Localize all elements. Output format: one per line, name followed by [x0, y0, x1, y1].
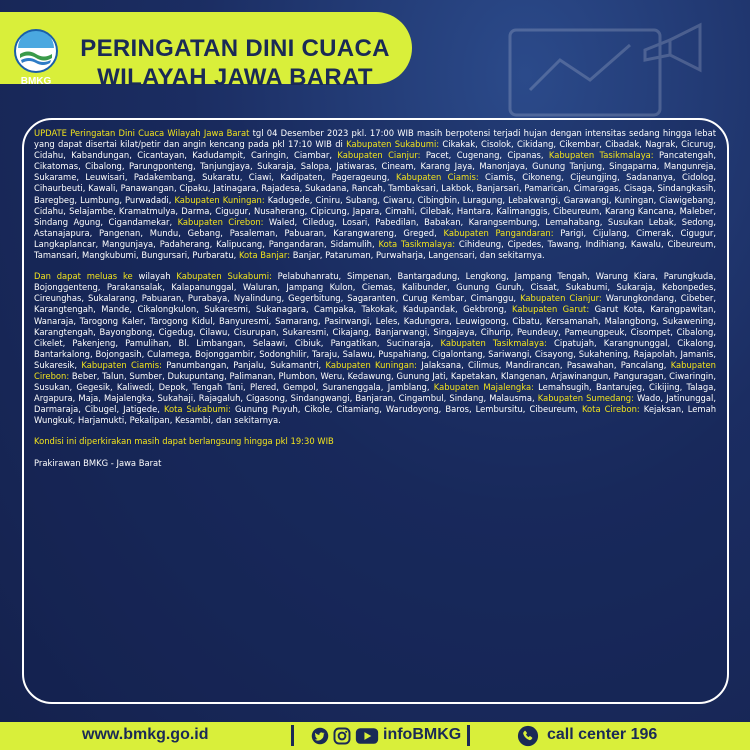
region-label: Kota Tasikmalaya: — [378, 238, 456, 249]
region-label: Kabupaten Sukabumi: — [176, 271, 272, 282]
phone-icon — [517, 725, 539, 747]
region-label: Kabupaten Cianjur: — [337, 150, 421, 161]
region-label: Kabupaten Cirebon: — [177, 216, 264, 227]
bmkg-logo — [12, 28, 60, 90]
youtube-icon[interactable] — [355, 727, 379, 745]
footer-divider — [467, 725, 470, 746]
region-label: Kota Banjar: — [238, 250, 291, 261]
warning-paragraph-1: UPDATE Peringatan Dini Cuaca Wilayah Jawa Barat tgl 04 Desember 2023 pkl. 17:00 WIB masih berpotensi terjadi hujan dengan intensitas sedang hingga lebat yang dapat disertai kilat/petir dan angin kencang pada pkl 17:10 WIB di Kabupaten Sukabumi: Cikakak, Cisolok, Cikidang, Cikembar, Cibadak, Nagrak, Cicurug, Cidahu, Kabandungan, Cicantayan, Kadudampit, Caringin, Ciambar, Kabupaten Cianjur: Pacet, Cugenang, Cipanas, Kabupaten Tasikmalaya: Pancatengah, Cikatomas, Cibalong, Parungponteng, Tanjungjaya, Sukaraja, Salopa, Jatiwaras, Cineam, Karang Jaya, Manonjaya, Gunung Tanjung, Singaparna, Mangunreja, Sukarame, Leuwisari, Padakembang, Sukaratu, Ciawi, Kadipaten, Pagerageung, Kabupaten Ciamis: Ciamis, Cikoneng, Cijeungjing, Sadananya, Cidolog, Cihaurbeuti, Kawali, Panawangan, Cipaku, Jatinagara, Rajadesa, Sukadana, Rancah, Tambaksari, Lakbok, Banjarsari, Pamarican, Cimaragas, Cisaga, Sindangkasih, Baregbeg, Lumbung, Purwadadi, Kabupaten Kuningan: Kadugede, Ciniru, Subang, Ciwaru, Cibingbin, Luragung, Lebakwangi, Garawangi, Kuningan, Ciawigebang, Cidahu, Selajambe, Kramatmulya, Darma, Cigugur, Nusaherang, Cipicung, Japara, Cimahi, Cilebak, Hantara, Kalimanggis, Cibeureum, Karang Kancana, Maleber, Sindang Agung, Cigandamekar, Kabupaten Cirebon: Waled, Ciledug, Losari, Pabedilan, Babakan, Karangsembung, Lemahabang, Susukan Lebak, Sedong, Astanajapura, Pangenan, Mundu, Gebang, Pasaleman, Pabuaran, Karangwareng, Greged, Kabupaten Pangandaran: Parigi, Cijulang, Cimerak, Cigugur, Langkaplancar, Mangunjaya, Padaherang, Kalipucang, Pangandaran, Sidamulih, Kota Tasikmalaya: Cihideung, Cipedes, Tawang, Indihiang, Kawalu, Cibeureum, Tamansari, Mangkubumi, Bungursari, Purbaratu, Kota Banjar: Banjar, Pataruman, Purwaharja, Langensari, dan sekitarnya. — [34, 128, 717, 261]
region-label: Kota Cirebon: — [581, 404, 640, 415]
region-label: Kabupaten Sukabumi: — [346, 139, 440, 150]
title-line-1: PERINGATAN DINI CUACA — [80, 35, 390, 62]
page-title — [70, 34, 400, 92]
region-label: Kabupaten Sumedang: — [537, 393, 634, 404]
logo-text: BMKG — [20, 76, 52, 87]
region-label: Kabupaten Tasikmalaya: — [440, 337, 547, 348]
footer-divider — [291, 725, 294, 746]
region-label: Kabupaten Tasikmalaya: — [548, 150, 654, 161]
warning-content — [34, 128, 716, 479]
footer-bar — [0, 722, 750, 750]
extension-label: Dan dapat meluas ke — [34, 271, 133, 282]
region-label: Kabupaten Kuningan: — [325, 359, 417, 370]
region-label: Kabupaten Majalengka: — [433, 382, 534, 393]
bmkg-logo-icon — [12, 28, 60, 74]
megaphone-decoration-icon — [470, 10, 720, 120]
instagram-icon[interactable] — [333, 727, 351, 745]
social-handle[interactable]: infoBMKG — [383, 726, 462, 743]
condition-note: Kondisi ini diperkirakan masih dapat berlangsung hingga pkl 19:30 WIB — [34, 436, 334, 447]
title-line-2: WILAYAH JAWA BARAT — [97, 64, 373, 91]
region-label: Kabupaten Cianjur: — [520, 293, 602, 304]
region-label: Kabupaten Kuningan: — [174, 194, 265, 205]
region-label: Kabupaten Ciamis: — [81, 359, 162, 370]
forecaster-signature: Prakirawan BMKG - Jawa Barat — [34, 457, 162, 468]
region-label: Kabupaten Ciamis: — [396, 172, 479, 183]
warning-paragraph-2: Dan dapat meluas ke wilayah Kabupaten Sukabumi: Pelabuhanratu, Simpenan, Bantargadung, Lengkong, Jampang Tengah, Warung Kiara, Parungkuda, Bojonggenteng, Parakansalak, Kalapanunggal, Waluran, Jampang Kulon, Ciemas, Kalibunder, Gunung Guruh, Cisaat, Sukabumi, Sukaraja, Kebonpedes, Cireunghas, Sukalarang, Pabuaran, Purabaya, Nyalindung, Gegerbitung, Sagaranten, Curug Kembar, Cimanggu, Kabupaten Cianjur: Warungkondang, Cibeber, Karangtengah, Mande, Cikalongkulon, Sukaresmi, Sukanagara, Campaka, Takokak, Kadupandak, Gekbrong, Kabupaten Garut: Garut Kota, Karangpawitan, Wanaraja, Tarogong Kaler, Tarogong Kidul, Banyuresmi, Samarang, Pasirwangi, Leles, Kadungora, Leuwigoong, Cibatu, Kersamanah, Malangbong, Sukawening, Karangtengah, Bayongbong, Cigedug, Cilawu, Cisurupan, Sukaresmi, Cikajang, Banjarwangi, Singajaya, Cihurip, Peundeuy, Pameungpeuk, Cisompet, Cibalong, Cikelet, Pakenjeng, Pamulihan, Bl. Limbangan, Selaawi, Cibiuk, Pangatikan, Sucinaraja, Kabupaten Tasikmalaya: Cipatujah, Karangnunggal, Cikalong, Bantarkalong, Bojongasih, Culamega, Bojonggambir, Sodonghilir, Taraju, Salawu, Puspahiang, Cigalontang, Sariwangi, Cisayong, Sukahening, Rajapolah, Jamanis, Sukaresik, Kabupaten Ciamis: Panumbangan, Panjalu, Sukamantri, Kabupaten Kuningan: Jalaksana, Cilimus, Mandirancan, Pasawahan, Pancalang, Kabupaten Cirebon: Beber, Talun, Sumber, Dukupuntang, Palimanan, Plumbon, Weru, Kedawung, Gunung Jati, Kapetakan, Klangenan, Arjawinangun, Panguragan, Ciwaringin, Susukan, Gegesik, Kaliwedi, Depok, Tengah Tani, Plered, Gempol, Suranenggala, Jamblang, Kabupaten Majalengka: Lemahsugih, Bantarujeg, Cikijing, Talaga, Argapura, Maja, Majalengka, Sukahaji, Rajagaluh, Cigasong, Sindangwangi, Banjaran, Cingambul, Sindang, Malausma, Kabupaten Sumedang: Wado, Jatinunggal, Darmaraja, Cibugel, Jatigede, Kota Sukabumi: Gunung Puyuh, Cikole, Citamiang, Warudoyong, Baros, Lembursitu, Cibeureum, Kota Cirebon: Kejaksan, Lemah Wungkuk, Harjamukti, Pekalipan, Kesambi, dan sekitarnya. — [34, 271, 717, 426]
twitter-icon[interactable] — [311, 727, 329, 745]
region-label: Kota Sukabumi: — [163, 404, 231, 415]
region-label: Kabupaten Pangandaran: — [443, 227, 554, 238]
header-banner — [0, 12, 412, 91]
call-center[interactable]: call center 196 — [547, 726, 658, 743]
region-label: Kabupaten Garut: — [511, 304, 590, 315]
region-label: Kabupaten Cirebon: — [34, 359, 716, 381]
website-link[interactable]: www.bmkg.go.id — [82, 726, 209, 743]
update-label: UPDATE Peringatan Dini Cuaca Wilayah Jawa Barat — [34, 128, 250, 138]
social-icons — [311, 727, 379, 745]
